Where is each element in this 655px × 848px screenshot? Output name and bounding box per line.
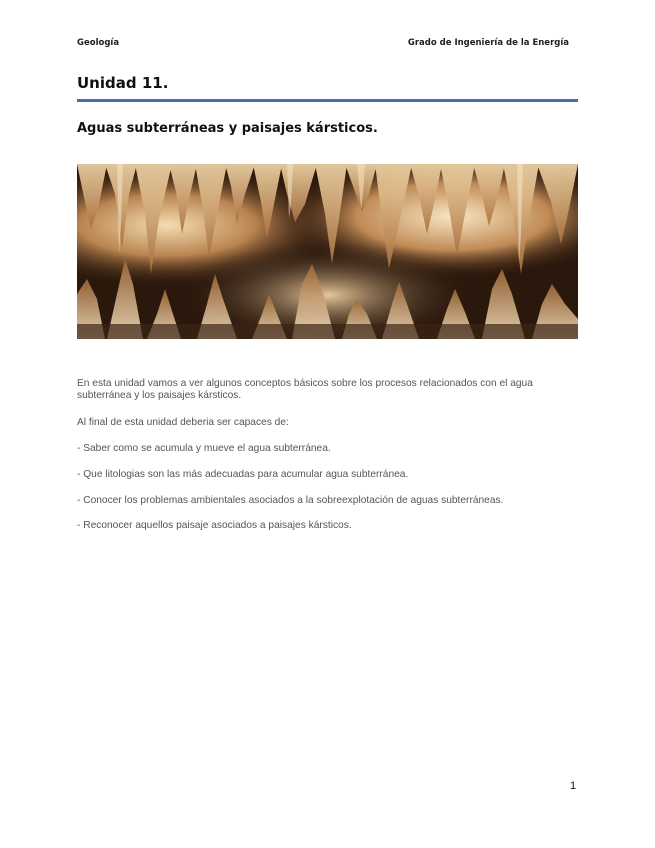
objectives-lead: Al final de esta unidad deberia ser capaces de:	[77, 417, 289, 428]
cave-stalactites-image	[77, 164, 578, 339]
objective-item: - Que litologias son las más adecuadas para acumular agua subterránea.	[77, 469, 409, 480]
objective-item: - Conocer los problemas ambientales asociados a la sobreexplotación de aguas subterráneas.	[77, 495, 504, 506]
header-degree: Grado de Ingeniería de la Energía	[407, 38, 569, 48]
objective-item: - Reconocer aquellos paisaje asociados a paisajes kársticos.	[77, 520, 352, 531]
header-course: Geología	[77, 38, 120, 48]
page-number: 1	[570, 780, 577, 792]
intro-paragraph: En esta unidad vamos a ver algunos conceptos básicos sobre los procesos relacionados con el agua subterránea y los paisajes kársticos.	[77, 378, 533, 401]
unit-title: Unidad 11.	[77, 74, 169, 92]
objective-item: - Saber como se acumula y mueve el agua subterránea.	[77, 443, 331, 454]
title-divider	[77, 99, 578, 102]
section-subtitle: Aguas subterráneas y paisajes kársticos.	[77, 121, 378, 136]
